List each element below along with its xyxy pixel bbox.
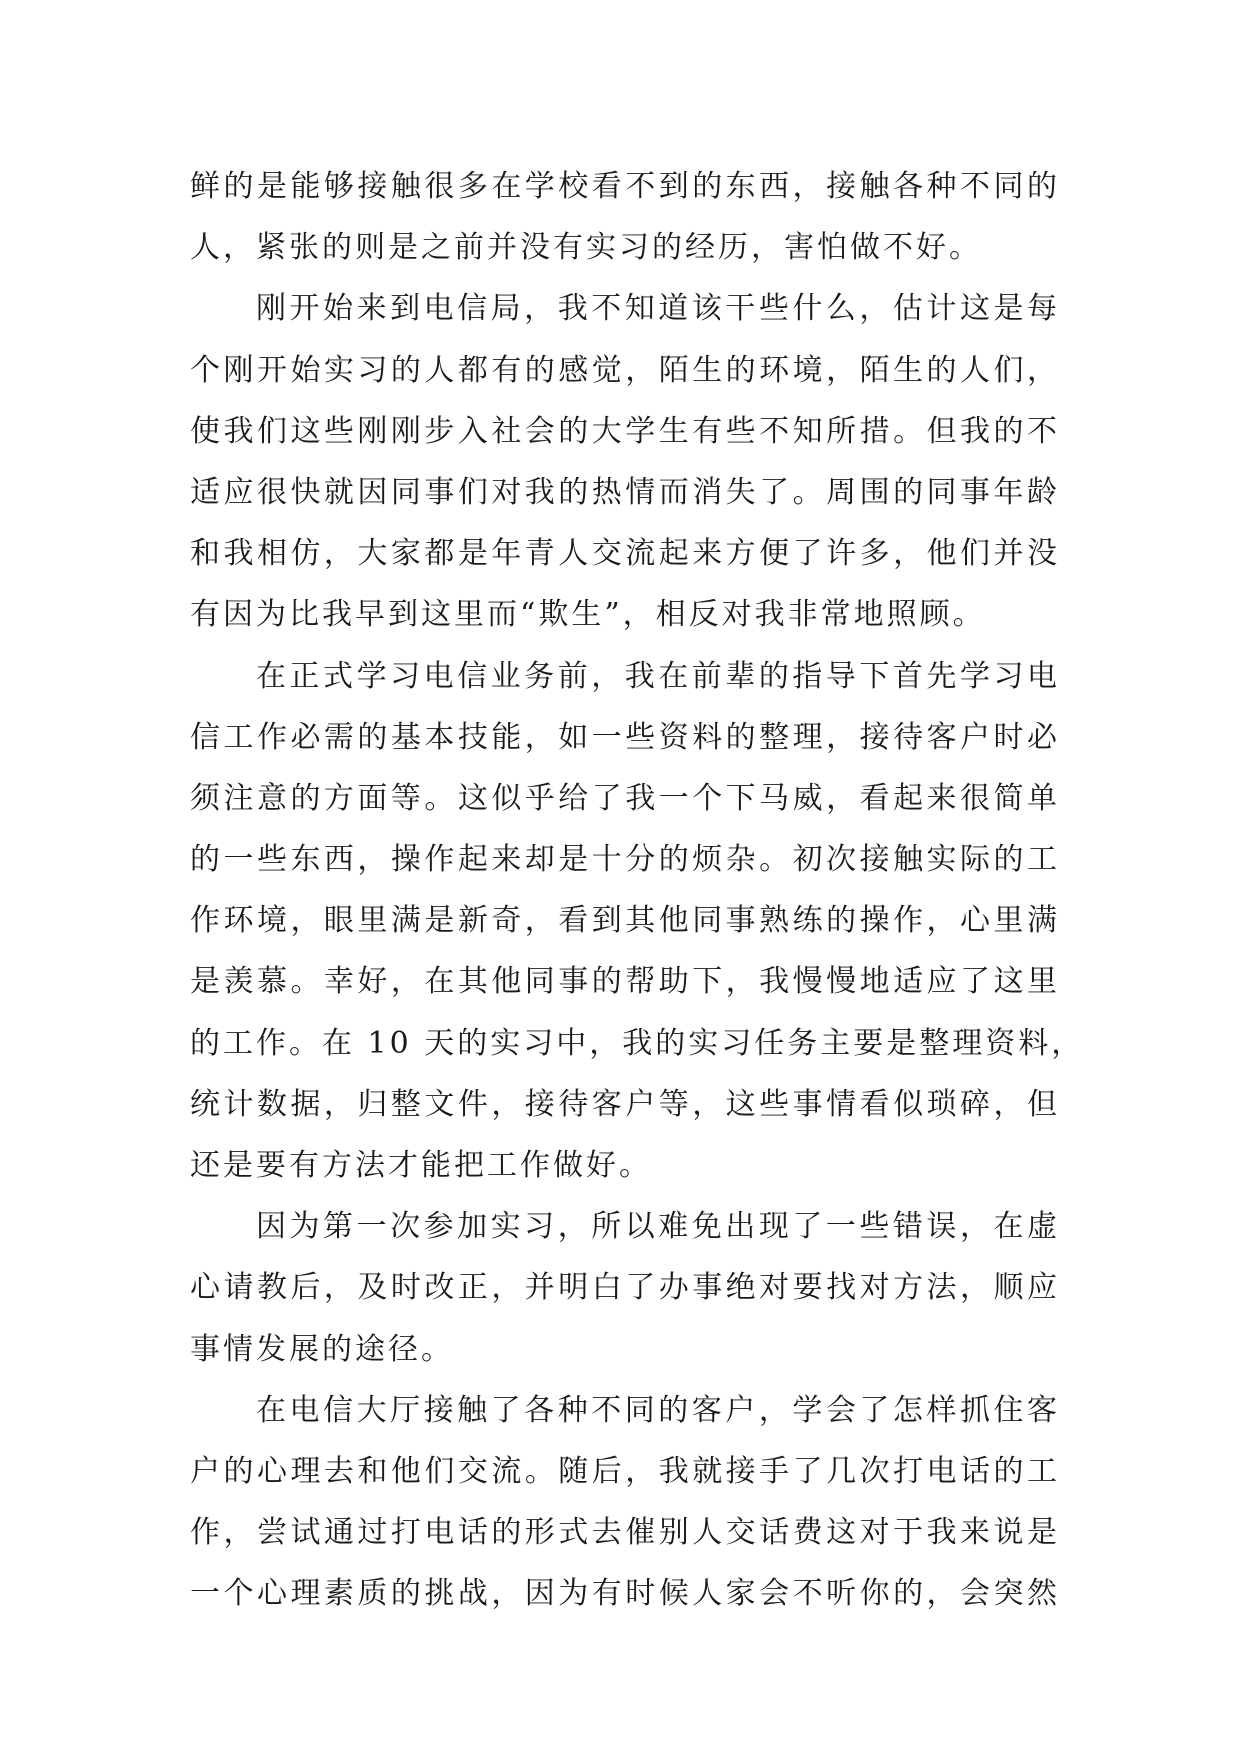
text-line: 适应很快就因同事们对我的热情而消失了。周围的同事年龄 [190, 474, 1060, 510]
text-line: 鲜的是能够接触很多在学校看不到的东西，接触各种不同的 [190, 169, 1060, 204]
text-line: 刚开始来到电信局，我不知道该干些什么，估计这是每 [256, 291, 1060, 327]
text-line: 还是要有方法才能把工作做好。 [190, 1148, 652, 1183]
text-line: 个刚开始实习的人都有的感觉，陌生的环境，陌生的人们， [190, 352, 1060, 388]
text-line: 的工作。在 10 天的实习中，我的实习任务主要是整理资料， [190, 1025, 1085, 1061]
text-line: 户的心理去和他们交流。随后，我就接手了几次打电话的工 [190, 1453, 1060, 1489]
body-text [190, 156, 1085, 1625]
text-line: 是羡慕。幸好，在其他同事的帮助下，我慢慢地适应了这里 [190, 964, 1060, 1000]
text-line: 在正式学习电信业务前，我在前辈的指导下首先学习电 [256, 658, 1060, 694]
text-line: 统计数据，归整文件，接待客户等，这些事情看似琐碎，但 [190, 1086, 1060, 1122]
text-line: 作，尝试通过打电话的形式去催别人交话费这对于我来说是 [190, 1515, 1060, 1551]
text-line: 在电信大厅接触了各种不同的客户，学会了怎样抓住客 [256, 1392, 1060, 1428]
text-line: 有因为比我早到这里而“欺生”，相反对我非常地照顾。 [190, 597, 986, 633]
text-line: 使我们这些刚刚步入社会的大学生有些不知所措。但我的不 [190, 413, 1060, 449]
text-line: 事情发展的途径。 [190, 1331, 454, 1367]
text-line: 作环境，眼里满是新奇，看到其他同事熟练的操作，心里满 [190, 903, 1060, 939]
text-line: 人，紧张的则是之前并没有实习的经历，害怕做不好。 [190, 230, 982, 266]
text-line: 心请教后，及时改正，并明白了办事绝对要找对方法，顺应 [190, 1270, 1060, 1306]
text-line: 信工作必需的基本技能，如一些资料的整理，接待客户时必 [190, 719, 1060, 755]
text-line: 须注意的方面等。这似乎给了我一个下马威，看起来很简单 [190, 780, 1060, 816]
text-line: 一个心理素质的挑战，因为有时候人家会不听你的，会突然 [190, 1576, 1060, 1612]
text-line: 的一些东西，操作起来却是十分的烦杂。初次接触实际的工 [190, 842, 1060, 878]
text-line: 因为第一次参加实习，所以难免出现了一些错误，在虚 [256, 1209, 1060, 1245]
text-line: 和我相仿，大家都是年青人交流起来方便了许多，他们并没 [190, 536, 1060, 572]
